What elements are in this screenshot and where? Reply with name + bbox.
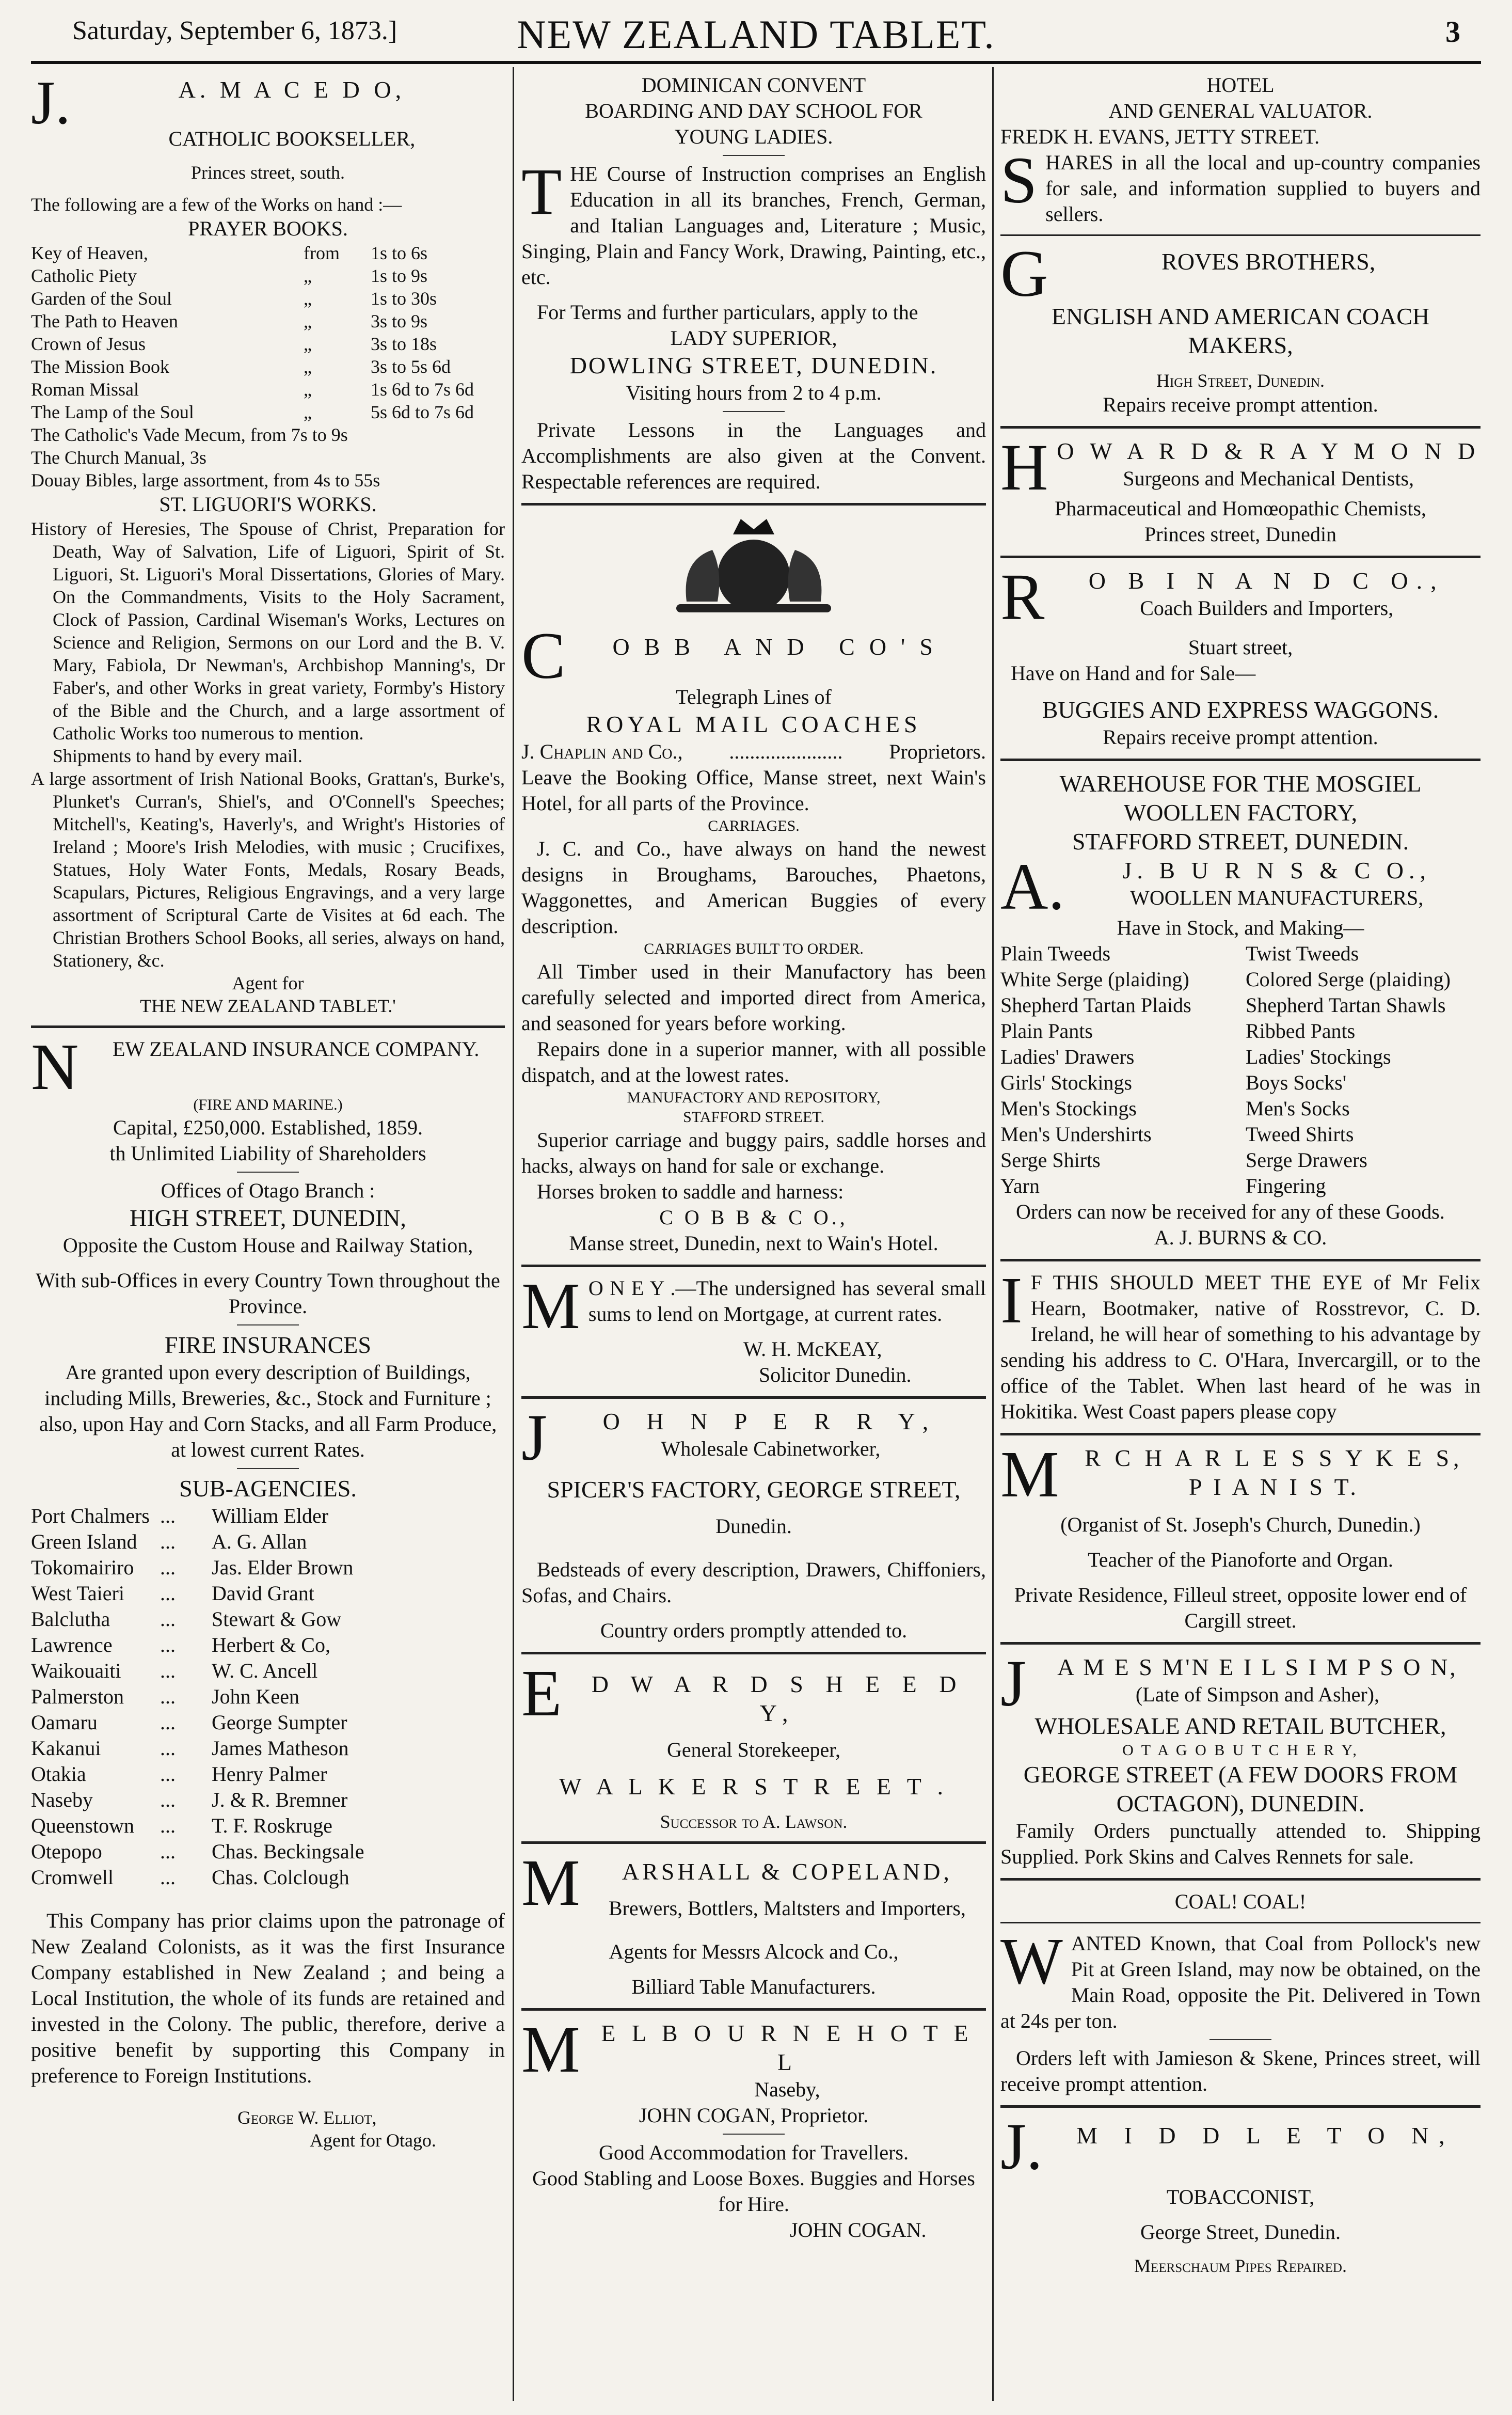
drop-cap: H: [1000, 437, 1048, 496]
advertiser-name: OBB AND CO'S: [612, 634, 947, 660]
sykes-ad: [1000, 1444, 1481, 1634]
street-line: High Street, Dunedin.: [1156, 370, 1325, 391]
convent-street: DOWLING STREET, DUNEDIN.: [569, 352, 938, 378]
agency-dots: ...: [160, 1633, 176, 1656]
book-row: [31, 355, 505, 378]
street-line: GEORGE STREET (A FEW DOORS FROM OCTAGON), DUNEDIN.: [1023, 1761, 1458, 1817]
page-header: [31, 11, 1481, 57]
drop-cap: E: [521, 1663, 562, 1730]
goods-item: Serge Drawers: [1246, 1148, 1367, 1172]
advertiser-name: A M E S M'N E I L S I M P S O N,: [1057, 1654, 1458, 1680]
agency-agent: Jas. Elder Brown: [212, 1556, 354, 1579]
trade-line: CATHOLIC BOOKSELLER,: [168, 127, 416, 150]
agency-agent: Herbert & Co,: [212, 1633, 330, 1656]
agency-row: [31, 1555, 505, 1581]
book-mark: „: [304, 334, 312, 354]
book-row: [31, 242, 505, 264]
agency-place: Oamaru: [31, 1711, 98, 1734]
vade-mecum: The Catholic's Vade Mecum, from 7s to 9s: [31, 424, 348, 445]
agency-dots: ...: [160, 1685, 176, 1708]
drop-cap: J.: [1000, 2116, 1043, 2175]
agency-dots: ...: [160, 1840, 176, 1863]
agency-row: [31, 1503, 505, 1529]
drop-cap: I: [1000, 1264, 1023, 1337]
book-price: 3s to 9s: [371, 311, 428, 332]
book-row: [31, 287, 505, 310]
proprietor-name: J. Chaplin and Co.,: [521, 740, 683, 763]
book-row: [31, 310, 505, 333]
book-title: The Mission Book: [31, 356, 170, 377]
drop-cap: G: [1000, 243, 1048, 302]
advertiser-name: ROVES BROTHERS,: [1161, 248, 1376, 275]
goods-line: BUGGIES AND EXPRESS WAGGONS.: [1042, 697, 1439, 723]
agent-line: Agent for: [232, 973, 304, 993]
assortment-text: A large assortment of Irish National Books, Grattan's, Burke's, Plunket's Curran's, Shiel's, and O'Connell's Speeches; Mitchell's, Keating's, Haverly's, and Wright's Histories of Ireland ; Moore's Irish Melodies, with music ; Crucifixes, Statues, Holy Water Fonts, Medals, Rosary Beads, Scapulars, Pictures, Religious Engravings, and a very large assortment of Scriptural Carte de Visites at 6d each. The Christian Brothers School Books, all series, always on hand, Stationery, &c.: [31, 768, 505, 971]
drop-cap: A.: [1000, 856, 1065, 915]
advertiser-name: FREDK H. EVANS, JETTY STREET.: [1000, 125, 1320, 148]
macedo-ad: [31, 68, 505, 1017]
book-row: [31, 333, 505, 355]
drop-cap: M: [521, 2019, 580, 2086]
drop-cap: R: [1000, 566, 1045, 625]
money-ad: [521, 1269, 986, 1388]
trade-line: Surgeons and Mechanical Dentists,: [1123, 467, 1414, 490]
goods-item: Ladies' Stockings: [1246, 1045, 1391, 1068]
agency-dots: ...: [160, 1504, 176, 1527]
agency-dots: ...: [160, 1659, 176, 1682]
agency-agent: Chas. Colclough: [212, 1866, 349, 1889]
book-price: 1s to 9s: [371, 265, 428, 286]
street-line: Stuart street,: [1188, 636, 1293, 659]
book-title: The Path to Heaven: [31, 311, 178, 332]
offices-label: Offices of Otago Branch :: [161, 1179, 375, 1202]
factory-line: SPICER'S FACTORY, GEORGE STREET,: [547, 1476, 961, 1503]
timber-text: All Timber used in their Manufactory has been carefully selected and imported direct from America, and seasoned for years before working.: [521, 960, 986, 1035]
stabling-line: Good Stabling and Loose Boxes. Buggies and Horses for Hire.: [532, 2167, 975, 2216]
organist-line: (Organist of St. Joseph's Church, Dunedin.): [1060, 1513, 1421, 1536]
book-mark: from: [304, 243, 340, 263]
advertiser-name: E L B O U R N E H O T E L: [601, 2020, 974, 2075]
closing-text: This Company has prior claims upon the patronage of New Zealand Colonists, as it was the first Insurance Company established in New Zealand ; and being a Local Institution, the whole of its funds are retained and invested in the Colony. The public, therefore, derive a positive benefit by supporting this Company in preference to Foreign Institutions.: [31, 1909, 505, 2087]
agency-agent: George Sumpter: [212, 1711, 347, 1734]
marshall-ad: [521, 1852, 986, 2000]
agency-row: [31, 1735, 505, 1761]
cobb-address: Manse street, Dunedin, next to Wain's Hotel.: [569, 1232, 938, 1255]
column-1: [31, 68, 505, 2152]
goods-item: Ladies' Drawers: [1000, 1045, 1135, 1068]
trade-line: Coach Builders and Importers,: [1140, 596, 1394, 620]
book-title: Key of Heaven,: [31, 243, 148, 263]
book-mark: „: [304, 356, 312, 377]
offices-opposite: Opposite the Custom House and Railway Station,: [62, 1234, 473, 1257]
advertiser-name: M I D D L E T O N,: [1076, 2122, 1455, 2149]
shipments-note: Shipments to hand by every mail.: [53, 746, 303, 766]
page-number: 3: [1445, 15, 1460, 49]
book-row: [31, 378, 505, 401]
agency-agent: J. & R. Bremner: [212, 1788, 348, 1811]
groves-ad: [1000, 243, 1481, 418]
agency-place: Kakanui: [31, 1737, 101, 1760]
cobb-telegraph: Telegraph Lines of: [676, 685, 832, 708]
ad-title: HOTEL: [1206, 73, 1275, 97]
robin-ad: [1000, 566, 1481, 750]
agency-row: [31, 1529, 505, 1555]
agency-agent: A. G. Allan: [212, 1530, 307, 1553]
signatory-role: Agent for Otago.: [310, 2130, 436, 2151]
book-price: 1s 6d to 7s 6d: [371, 379, 474, 400]
goods-item: Men's Undershirts: [1000, 1123, 1152, 1146]
agency-agent: T. F. Roskruge: [212, 1814, 332, 1837]
issue-date: Saturday, September 6, 1873.]: [72, 16, 397, 45]
orders-line: Country orders promptly attended to.: [600, 1619, 908, 1642]
agency-agent: John Keen: [212, 1685, 299, 1708]
orders-text: Orders left with Jamieson & Skene, Princes street, will receive prompt attention.: [1000, 2046, 1481, 2095]
advertiser-name: R C H A R L E S S Y K E S,: [1085, 1445, 1463, 1471]
goods-item: Plain Tweeds: [1000, 942, 1111, 965]
suboffices-line: With sub-Offices in every Country Town throughout the Province.: [36, 1269, 500, 1318]
book-title: Garden of the Soul: [31, 288, 172, 309]
repairs-line: Repairs receive prompt attention.: [1103, 393, 1378, 416]
goods-item: Plain Pants: [1000, 1019, 1093, 1043]
agency-dots: ...: [160, 1607, 176, 1631]
agency-place: Palmerston: [31, 1685, 124, 1708]
agency-place: West Taieri: [31, 1582, 124, 1605]
trade-line: Brewers, Bottlers, Maltsters and Importers,: [608, 1897, 966, 1920]
howard-ad: [1000, 437, 1481, 547]
agency-dots: ...: [160, 1762, 176, 1786]
section-heading: SUB-AGENCIES.: [179, 1475, 357, 1502]
column-divider: [513, 67, 514, 2401]
residence-line: Private Residence, Filleul street, opposite lower end of Cargill street.: [1014, 1583, 1467, 1632]
drop-cap: M: [521, 1852, 580, 1919]
advertiser-name: O H N P E R R Y,: [602, 1408, 939, 1434]
agency-place: Tokomairiro: [31, 1556, 134, 1579]
goods-item: Twist Tweeds: [1246, 942, 1359, 965]
drop-cap: T: [521, 155, 562, 228]
section-heading: PRAYER BOOKS.: [188, 217, 348, 240]
book-mark: „: [304, 402, 312, 422]
agency-place: Queenstown: [31, 1814, 134, 1837]
perry-ad: [521, 1407, 986, 1644]
stock-line: Have in Stock, and Making—: [1117, 916, 1364, 939]
agency-dots: ...: [160, 1814, 176, 1837]
advertiser-name: D W A R D S H E E D Y,: [591, 1671, 965, 1726]
liguori-works: History of Heresies, The Spouse of Christ, Preparation for Death, Way of Salvation, Life of Liguori, Spirit of St. Liguori, St. Liguori's Moral Dissertations, Glories of Mary. On the Commandments, Visits to the Holy Sacrament, Clock of Passion, Cardinal Wiseman's Works, Lectures on Science and Religion, Sermons on our Lord and the B. V. Mary, Fabiola, Dr Newman's, Archbishop Manning's, Dr Faber's, and other Works in great variety, Formby's History of the Bible and the Church, and a large assortment of Catholic Works too numerous to mention.: [31, 518, 505, 744]
agency-row: [31, 1813, 505, 1839]
ad-title: YOUNG LADIES.: [674, 125, 833, 148]
middleton-ad: [1000, 2116, 1481, 2277]
burns-ad: [1000, 769, 1481, 1251]
goods-item: White Serge (plaiding): [1000, 968, 1189, 991]
money-body: O N E Y .—The undersigned has several small sums to lend on Mortgage, at current rates.: [588, 1276, 986, 1325]
trade-line: P I A N I S T.: [1189, 1474, 1359, 1500]
goods-item: Girls' Stockings: [1000, 1071, 1132, 1094]
agency-place: Lawrence: [31, 1633, 113, 1656]
drop-cap: S: [1000, 144, 1038, 217]
church-manual: The Church Manual, 3s: [31, 447, 206, 468]
book-mark: „: [304, 311, 312, 332]
goods-item: Ribbed Pants: [1246, 1019, 1356, 1043]
proprietor-label: Proprietors.: [889, 740, 986, 763]
agency-dots: ...: [160, 1556, 176, 1579]
drop-cap: M: [1000, 1444, 1059, 1503]
terms-line: For Terms and further particulars, apply to the: [537, 301, 918, 324]
repairs-line: Repairs receive prompt attention.: [1103, 725, 1378, 749]
agency-row: [31, 1606, 505, 1632]
agency-place: Otepopo: [31, 1840, 102, 1863]
notice-text: F THIS SHOULD MEET THE EYE of Mr Felix Hearn, Bootmaker, native of Rosstrevor, C. D. Ireland, he will hear of something to his advantage by sending his address to C. O'Hara, Invercargill, or to the office of the Tablet. When last heard of he was in Hokitika. West Coast papers please copy: [1000, 1271, 1481, 1423]
book-price: 5s 6d to 7s 6d: [371, 402, 474, 422]
column-divider: [992, 67, 994, 2401]
agency-place: Port Chalmers: [31, 1504, 150, 1527]
book-price: 1s to 30s: [371, 288, 437, 309]
trade-line: WOOLLEN MANUFACTURERS,: [1130, 886, 1424, 909]
goods-item: Men's Socks: [1246, 1097, 1350, 1120]
orders-line: Orders can now be received for any of these Goods.: [1016, 1200, 1445, 1223]
signatory: George W. Elliot,: [237, 2107, 377, 2128]
goods-text: Bedsteads of every description, Drawers, Chiffoniers, Sofas, and Chairs.: [521, 1558, 986, 1607]
solicitor-name: W. H. McKEAY,: [743, 1337, 882, 1361]
burns-signature: A. J. BURNS & CO.: [1154, 1226, 1327, 1249]
advertiser-name: O B I N A N D C O.,: [1088, 567, 1445, 594]
address: Princes street, south.: [191, 162, 345, 183]
goods-item: Shepherd Tartan Plaids: [1000, 993, 1191, 1017]
ad-title: BOARDING AND DAY SCHOOL FOR: [585, 99, 922, 122]
carriages-text: J. C. and Co., have always on hand the newest designs in Broughams, Barouches, Phaetons, Waggonettes, and American Buggies of every description.: [521, 837, 986, 938]
agency-place: Naseby: [31, 1788, 93, 1811]
agency-dots: ...: [160, 1866, 176, 1889]
late-line: (Late of Simpson and Asher),: [1135, 1683, 1379, 1706]
butchery-line: O T A G O B U T C H E R Y,: [1122, 1742, 1359, 1759]
street-line: W A L K E R S T R E E T .: [559, 1773, 948, 1800]
agency-row: [31, 1761, 505, 1787]
accommodation-line: Good Accommodation for Travellers.: [599, 2141, 909, 2164]
book-mark: „: [304, 288, 312, 309]
cobb-signature: C O B B & C O.,: [659, 1206, 848, 1229]
visiting-hours: Visiting hours from 2 to 4 p.m.: [626, 381, 882, 404]
horses-text: Horses broken to saddle and harness:: [537, 1180, 844, 1203]
solicitor-role: Solicitor Dunedin.: [759, 1363, 912, 1386]
book-title: Crown of Jesus: [31, 334, 146, 354]
coal-text: ANTED Known, that Coal from Pollock's new Pit at Green Island, may now be obtained, on the Main Road, opposite the Pit. Delivered in Town at 24s per ton.: [1000, 1932, 1481, 2032]
drop-cap: J: [1000, 1653, 1026, 1712]
ad-title: STAFFORD STREET, DUNEDIN.: [1072, 828, 1409, 855]
agency-place: Waikouaiti: [31, 1659, 121, 1682]
hearn-notice: [1000, 1264, 1481, 1425]
column-3: [1000, 72, 1481, 2277]
agency-agent: Chas. Beckingsale: [212, 1840, 364, 1863]
agency-row: [31, 1839, 505, 1865]
advertiser-name: ARSHALL & COPELAND,: [622, 1858, 952, 1885]
melbourne-hotel-ad: [521, 2019, 986, 2243]
agency-agent: Henry Palmer: [212, 1762, 327, 1786]
agency-row: [31, 1581, 505, 1606]
ad-title: DOMINICAN CONVENT: [641, 73, 866, 97]
convent-ad: [521, 72, 986, 495]
agency-dots: ...: [160, 1711, 176, 1734]
agency-place: Otakia: [31, 1762, 86, 1786]
column-2: [521, 72, 986, 2243]
book-mark: „: [304, 379, 312, 400]
trade-line: General Storekeeper,: [667, 1738, 840, 1761]
fire-text: Are granted upon every description of Buildings, including Mills, Breweries, &c., Stock and Furniture ; also, upon Hay and Corn Stacks, and all Farm Produce, at lowest current Rates.: [39, 1361, 497, 1461]
orders-text: Family Orders punctually attended to. Shipping Supplied. Pork Skins and Calves Rennets for sale.: [1000, 1819, 1481, 1868]
book-mark: „: [304, 265, 312, 286]
goods-table: [1000, 941, 1481, 1199]
insurance-subtitle: (FIRE AND MARINE.): [193, 1096, 343, 1113]
liability-line: th Unlimited Liability of Shareholders: [109, 1142, 426, 1165]
trade-line-2: Pharmaceutical and Homœopathic Chemists,: [1055, 497, 1426, 520]
evans-ad: [1000, 72, 1481, 227]
book-price: 3s to 5s 6d: [371, 356, 451, 377]
goods-item: Shepherd Tartan Shawls: [1246, 993, 1446, 1017]
trade-line: TOBACCONIST,: [1166, 2185, 1315, 2208]
billiard-line: Billiard Table Manufacturers.: [631, 1975, 876, 1998]
offices-street: HIGH STREET, DUNEDIN,: [130, 1205, 406, 1231]
coal-ad: [1000, 1889, 1481, 2097]
advertiser-name: O W A R D & R A Y M O N D: [1057, 438, 1481, 464]
town-line: Dunedin.: [715, 1514, 792, 1538]
royal-arms-emblem: [645, 514, 862, 617]
leader-dots: ......................: [729, 740, 843, 763]
drop-cap: N: [31, 1036, 79, 1095]
intro-text: The following are a few of the Works on hand :—: [31, 194, 402, 215]
drop-cap: C: [521, 625, 566, 684]
agency-agent: William Elder: [212, 1504, 329, 1527]
have-line: Have on Hand and for Sale—: [1011, 661, 1256, 685]
goods-item: Serge Shirts: [1000, 1148, 1101, 1172]
advertiser-name: EW ZEALAND INSURANCE COMPANY.: [113, 1037, 480, 1061]
drop-cap: M: [521, 1269, 580, 1343]
section-heading: ST. LIGUORI'S WORKS.: [159, 493, 377, 516]
book-list: [31, 242, 505, 423]
insurance-ad: [31, 1036, 505, 2152]
goods-item: Men's Stockings: [1000, 1097, 1137, 1120]
agency-row: [31, 1710, 505, 1735]
agency-list: [31, 1503, 505, 1890]
ad-title: AND GENERAL VALUATOR.: [1108, 99, 1373, 122]
teacher-line: Teacher of the Pianoforte and Organ.: [1088, 1548, 1393, 1571]
lady-superior: LADY SUPERIOR,: [670, 326, 837, 350]
agency-dots: ...: [160, 1737, 176, 1760]
private-lessons: Private Lessons in the Languages and Accomplishments are also given at the Convent. Respectable references are required.: [521, 418, 986, 493]
agency-row: [31, 1684, 505, 1710]
section-heading: STAFFORD STREET.: [683, 1109, 824, 1126]
superior-text: Superior carriage and buggy pairs, saddle horses and hacks, always on hand for sale or exchange.: [521, 1128, 986, 1177]
drop-cap: J: [521, 1407, 547, 1466]
masthead: NEW ZEALAND TABLET.: [517, 12, 995, 57]
sheedy-ad: [521, 1663, 986, 1833]
agency-agent: James Matheson: [212, 1737, 349, 1760]
book-price: 3s to 18s: [371, 334, 437, 354]
street-line: George Street, Dunedin.: [1140, 2220, 1341, 2244]
agency-row: [31, 1658, 505, 1684]
agency-row: [31, 1787, 505, 1813]
agency-agent: Stewart & Gow: [212, 1607, 342, 1631]
capital-line: Capital, £250,000. Established, 1859.: [113, 1116, 423, 1139]
cobb-ad: [521, 625, 986, 1256]
street-line: Princes street, Dunedin: [1144, 523, 1337, 546]
shares-text: HARES in all the local and up-country companies for sale, and information supplied to buyers and sellers.: [1045, 151, 1481, 226]
agents-line: Agents for Messrs Alcock and Co.,: [609, 1940, 899, 1963]
book-row: [31, 401, 505, 423]
agency-row: [31, 1865, 505, 1890]
header-rule: [31, 61, 1481, 64]
book-title: Roman Missal: [31, 379, 139, 400]
ad-title: COAL! COAL!: [1174, 1890, 1307, 1913]
agency-agent: David Grant: [212, 1582, 314, 1605]
trade-line: WHOLESALE AND RETAIL BUTCHER,: [1034, 1713, 1446, 1739]
section-heading: FIRE INSURANCES: [164, 1332, 371, 1358]
book-title: Catholic Piety: [31, 265, 137, 286]
section-heading: MANUFACTORY AND REPOSITORY,: [627, 1089, 881, 1106]
hotel-proprietor: JOHN COGAN, Proprietor.: [639, 2104, 869, 2127]
ad-title: WAREHOUSE FOR THE MOSGIEL: [1059, 770, 1422, 797]
agent-paper: THE NEW ZEALAND TABLET.': [140, 996, 396, 1016]
section-heading: CARRIAGES.: [708, 817, 800, 834]
repairs-text: Repairs done in a superior manner, with all possible dispatch, and at the lowest rates.: [521, 1037, 986, 1086]
agency-place: Cromwell: [31, 1866, 114, 1889]
goods-item: Fingering: [1246, 1174, 1326, 1197]
agency-agent: W. C. Ancell: [212, 1659, 318, 1682]
section-heading: CARRIAGES BUILT TO ORDER.: [644, 940, 864, 957]
agency-dots: ...: [160, 1582, 176, 1605]
agency-row: [31, 1632, 505, 1658]
ad-title: WOOLLEN FACTORY,: [1123, 799, 1358, 826]
book-row: [31, 264, 505, 287]
convent-body: HE Course of Instruction comprises an English Education in all its branches, French, German, and Italian Languages and, Literature ; Music, Singing, Plain and Fancy Work, Drawing, Painting, etc., etc.: [521, 162, 986, 289]
agency-place: Green Island: [31, 1530, 137, 1553]
goods-item: Yarn: [1000, 1174, 1040, 1197]
goods-item: Colored Serge (plaiding): [1246, 968, 1451, 991]
royal-mail: ROYAL MAIL COACHES: [586, 711, 921, 737]
hotel-place: Naseby,: [754, 2078, 820, 2101]
advertiser-name: A. M A C E D O,: [178, 76, 406, 103]
advertiser-name: J. B U R N S & C O.,: [1122, 857, 1431, 883]
goods-item: Boys Socks': [1246, 1071, 1347, 1094]
trade-line: ENGLISH AND AMERICAN COACH MAKERS,: [1051, 303, 1430, 358]
douay-bibles: Douay Bibles, large assortment, from 4s to 55s: [31, 470, 380, 491]
successor-line: Successor to A. Lawson.: [660, 1811, 848, 1832]
agency-dots: ...: [160, 1788, 176, 1811]
goods-item: Tweed Shirts: [1246, 1123, 1354, 1146]
trade-line: Wholesale Cabinetworker,: [661, 1437, 881, 1460]
pipes-line: Meerschaum Pipes Repaired.: [1134, 2255, 1347, 2276]
book-price: 1s to 6s: [371, 243, 428, 263]
agency-place: Balclutha: [31, 1607, 110, 1631]
booking-office: Leave the Booking Office, Manse street, next Wain's Hotel, for all parts of the Province.: [521, 766, 986, 815]
agency-dots: ...: [160, 1530, 176, 1553]
drop-cap: W: [1000, 1924, 1063, 1998]
simpson-ad: [1000, 1653, 1481, 1870]
hotel-signature: JOHN COGAN.: [790, 2218, 927, 2242]
book-title: The Lamp of the Soul: [31, 402, 194, 422]
drop-cap: J.: [31, 68, 71, 137]
